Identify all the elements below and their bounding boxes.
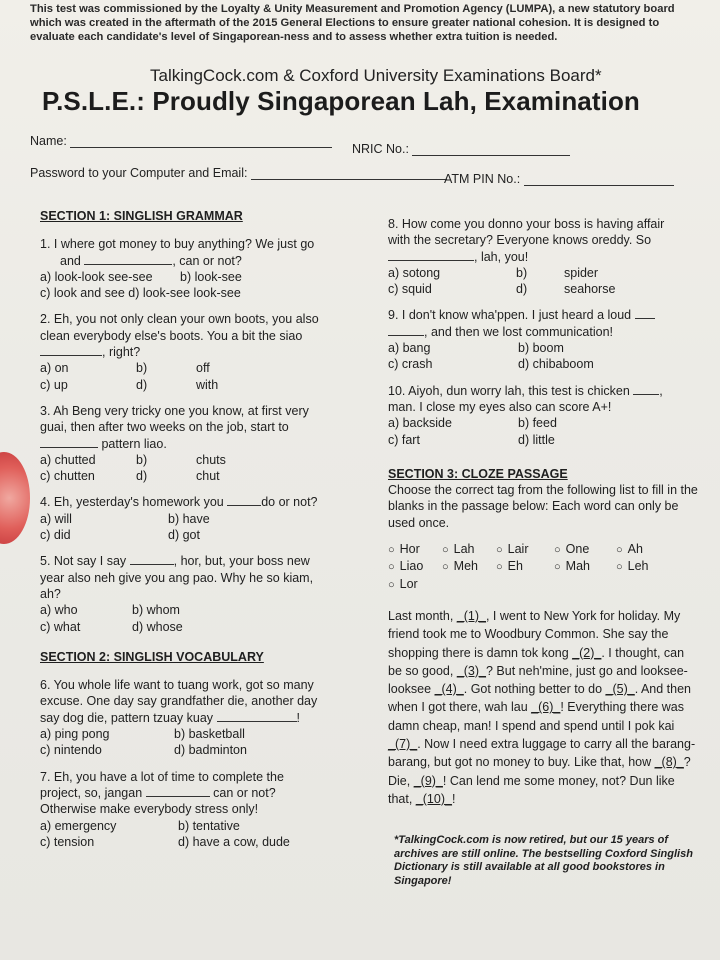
- blank-4: _(4)_: [434, 682, 464, 697]
- atm-field: ATM PIN No.:: [444, 172, 674, 186]
- tag-list: [388, 541, 698, 593]
- question-10: 10. Aiyoh, dun worry lah, this test is chicken , man. I close my eyes also can score A+! a) backside b) feed c) fart d) little: [388, 383, 663, 447]
- password-field: Password to your Computer and Email:: [30, 166, 447, 180]
- right-column: [388, 216, 698, 888]
- section3-instructions: Choose the correct tag from the following list to fill in the blanks in the passage below: Each word can only be used once.: [388, 483, 698, 530]
- question-5: 5. Not say I say , hor, but, your boss new year also neh give you ang pao. Why he so kiam, ah? a) who b) whom c) what d) whose: [40, 554, 314, 634]
- footnote: *TalkingCock.com is now retired, but our 15 years of archives are still online. The bestselling Coxford Singlish Dictionary is still available at all good bookstores in Singapore!: [394, 834, 693, 887]
- blank-1: _(1)_: [456, 608, 486, 623]
- section3-title: SECTION 3: CLOZE PASSAGE: [388, 466, 568, 481]
- intro-text: This test was commissioned by the Loyalty & Unity Measurement and Promotion Agency (LUMPA), a new statutory board which was created in the aftermath of the 2015 General Elections to ensure greater national cohesion. It is designed to evaluate each candidate's level of Singaporean-ness and to assess whether extra tuition is needed.: [30, 3, 675, 43]
- blank-3: _(3)_: [456, 663, 486, 678]
- blank-7: _(7)_: [388, 737, 418, 752]
- password-line: [251, 168, 447, 180]
- name-line: [70, 136, 332, 148]
- blank-9: _(9)_: [413, 773, 443, 788]
- question-8: 8. How come you donno your boss is having affair with the secretary? Everyone knows oreddy. So , lah, you! a) sotong b) spider c) squid d) seahorse: [388, 217, 665, 297]
- tag-option: ○ Lair: [496, 541, 554, 558]
- nric-line: [412, 144, 570, 156]
- question-4: 4. Eh, yesterday's homework you do or not? a) will b) have c) did d) got: [40, 495, 318, 543]
- blank-5: _(5)_: [605, 682, 635, 697]
- tag-option: ○ Hor: [388, 541, 442, 558]
- page-title: P.S.L.E.: Proudly Singaporean Lah, Examination: [42, 86, 640, 116]
- section2-title: SECTION 2: SINGLISH VOCABULARY: [40, 649, 264, 664]
- exam-board: TalkingCock.com & Coxford University Examinations Board*: [150, 66, 602, 85]
- question-2: 2. Eh, you not only clean your own boots, you also clean everybody else's boots. You a bit the siao , right? a) on b) off c) up d) with: [40, 312, 319, 392]
- tag-option: ○ Meh: [442, 558, 496, 575]
- tag-option: ○ Eh: [496, 558, 554, 575]
- blank-6: _(6)_: [531, 700, 561, 715]
- blank-10: _(10)_: [415, 791, 452, 806]
- tag-option: ○ Leh: [616, 558, 698, 575]
- atm-line: [524, 174, 674, 186]
- question-7: 7. Eh, you have a lot of time to complete the project, so, jangan can or not? Otherwise make everybody stress only! a) emergency b) tentative c) tension d) have a cow, dude: [40, 769, 290, 849]
- blank-8: _(8)_: [654, 755, 684, 770]
- question-1: 1. I where got money to buy anything? We just go and , can or not? a) look-look see-see b) look-see c) look and see d) look-see look-see: [40, 237, 315, 301]
- tag-option: ○ Lah: [442, 541, 496, 558]
- question-9: 9. I don't know wha'ppen. I just heard a loud , and then we lost communication! a) bang b) boom c) crash d) chibaboom: [388, 307, 698, 372]
- left-column: [40, 208, 360, 860]
- tag-option: ○ One: [554, 541, 616, 558]
- blank-2: _(2)_: [572, 645, 602, 660]
- question-3: 3. Ah Beng very tricky one you know, at first very guai, then after two weeks on the job, start to pattern liao. a) chutted b) chuts c) chutten d) chut: [40, 403, 309, 484]
- cloze-passage: Last month, _(1)_, I went to New York for holiday. My friend took me to Woodbury Common. She say the shopping there is damn tok kong _(2)_. I thought, can be so good, _(3)_? But neh'mine, just go and looksee-looksee _(4)_. Got nothing better to do _(5)_. And then when I got there, wah lau _(6)_! Everything there was damn cheap, man! I spend and spend until I pok kai _(7)_. Now I need extra luggage to carry all the barang-barang, but got no money to buy. Like that, how _(8)_? Die, _(9)_! Can lend me some money, not? Dun like that, _(10)_!: [388, 608, 696, 806]
- nric-field: NRIC No.:: [352, 142, 570, 156]
- tag-option: ○ Liao: [388, 558, 442, 575]
- section1-title: SECTION 1: SINGLISH GRAMMAR: [40, 209, 243, 223]
- tag-option: ○ Mah: [554, 558, 616, 575]
- tag-option: ○ Lor: [388, 576, 442, 593]
- question-6: 6. You whole life want to tuang work, got so many excuse. One day say grandfather die, another day say dog die, pattern tzuay kuay ! a) ping pong b) basketball c) nintendo d) badminton: [40, 678, 318, 758]
- finger-image: [0, 452, 30, 544]
- name-field: Name:: [30, 134, 332, 148]
- tag-option: ○ Ah: [616, 541, 698, 558]
